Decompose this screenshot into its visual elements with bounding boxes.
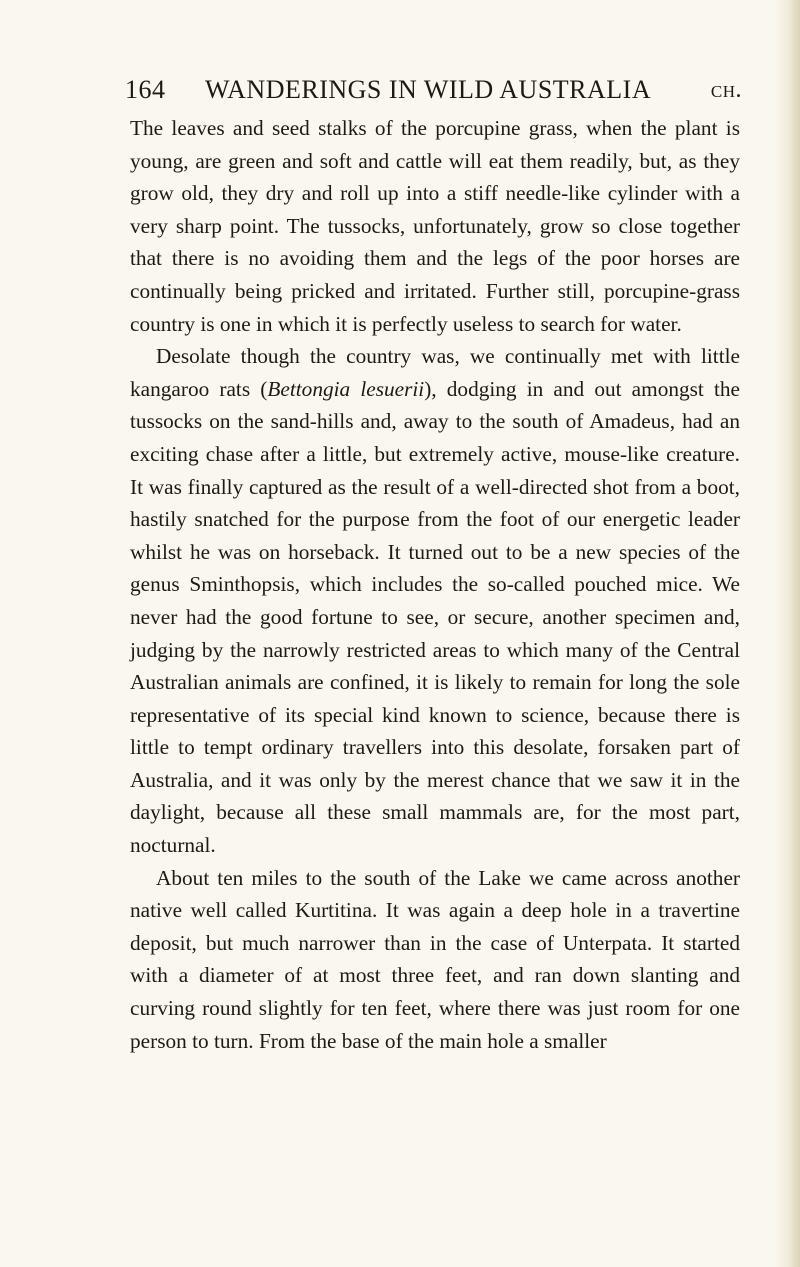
paragraph-kangaroo-rats <box>130 340 740 862</box>
paragraph-porcupine-grass: The leaves and seed stalks of the porcupine grass, when the plant is young, are green and soft and cattle will eat them readily, but, as they grow old, they dry and roll up into a stiff needle-like cylinder with a very sharp point. The tussocks, unfortunately, grow so close together that there is no avoiding them and the legs of the poor horses are continually being pricked and irritated. Further still, porcupine-grass country is one in which it is perfectly useless to search for water. <box>130 116 740 336</box>
chapter-abbreviation: ch. <box>710 77 742 103</box>
paragraph-kurtitina-well: About ten miles to the south of the Lake we came across another native well called Kurtitina. It was again a deep hole in a travertine deposit, but much narrower than in the case of Unterpata. It started with a diameter of at most three feet, and ran down slanting and curving round slightly for ten feet, where there was just room for one person to turn. From the base of the main hole a smaller <box>130 865 740 1053</box>
running-header <box>125 70 742 110</box>
paragraph-kangaroo-rats-rest: ), dodging in and out amongst the tussocks on the sand-hills and, away to the south of Amadeus, had an exciting chase after a little, but extremely active, mouse-like creature. It was finally captured as the result of a well-directed shot from a boot, hastily snatched for the purpose from the foot of our energetic leader whilst he was on horseback. It turned out to be a new species of the genus Sminthopsis, which includes the so-called pouched mice. We never had the good fortune to see, or secure, another specimen and, judging by the narrowly restricted areas to which many of the Central Australian animals are confined, it is likely to remain for long the sole representative of its special kind known to science, because there is little to tempt ordinary travellers into this desolate, forsaken part of Australia, and it was only by the merest chance that we saw it in the daylight, because all these small mammals are, for the most part, nocturnal. <box>130 376 741 858</box>
page-number: 164 <box>125 75 166 104</box>
page-edge-shadow <box>774 0 800 1267</box>
body-text <box>130 112 740 1057</box>
paragraph-kangaroo-rats-start: Desolate though the country was, we continually met with little kangaroo rats ( <box>130 344 740 401</box>
running-title: WANDERINGS IN WILD AUSTRALIA <box>205 75 652 104</box>
species-name-italic: Bettongia lesuerii <box>267 376 425 401</box>
